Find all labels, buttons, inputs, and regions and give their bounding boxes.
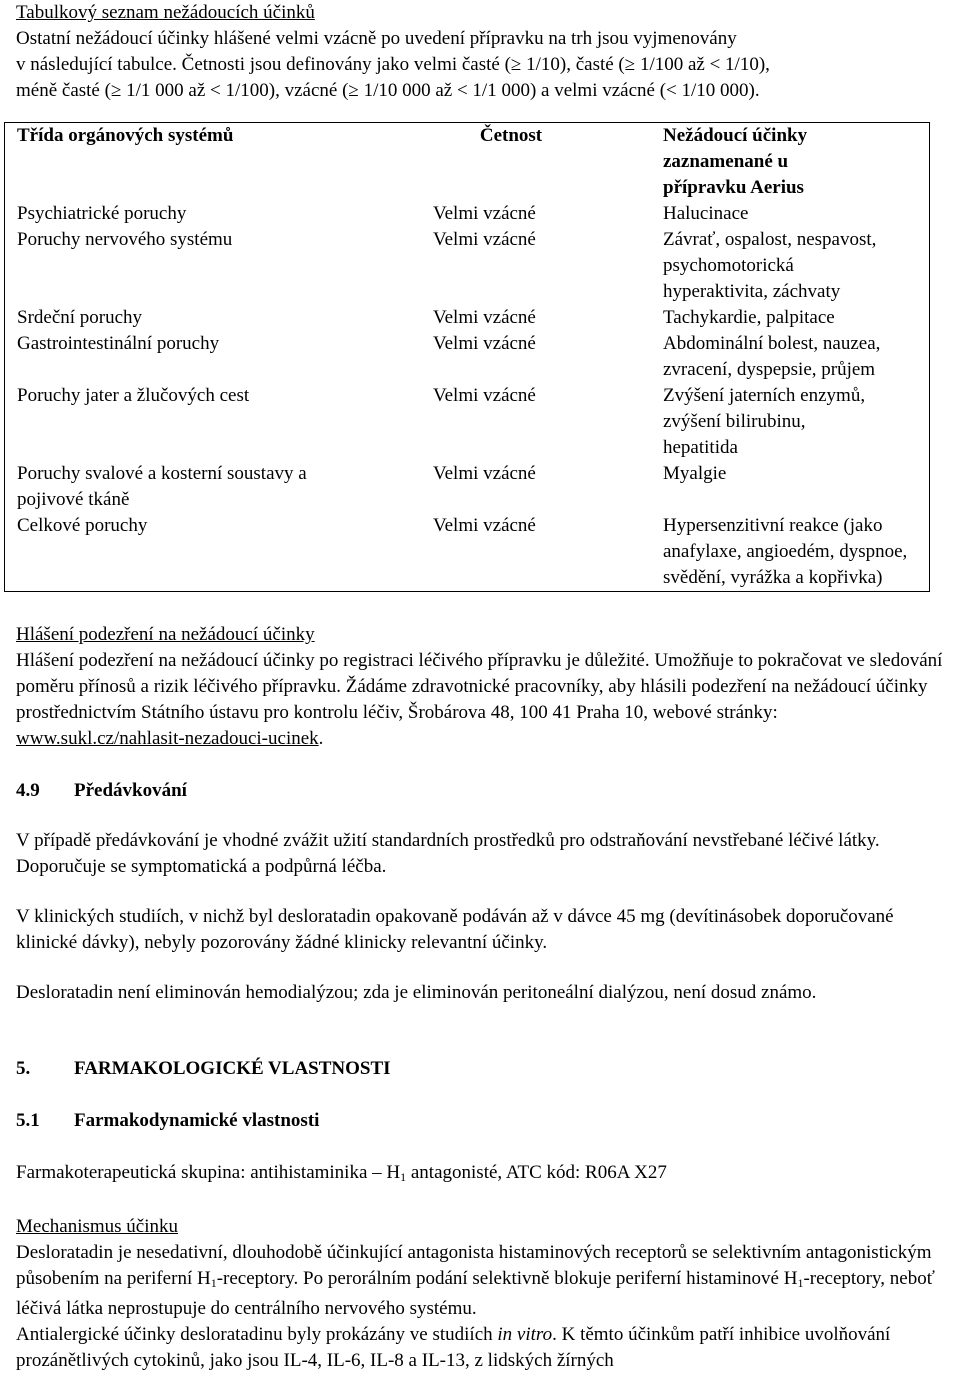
mech-text-c: -receptory, neboť léčivá látka neprostupuje do centrálního nervového systému.	[16, 1268, 935, 1319]
overdose-paragraph-2: V klinických studiích, v nichž byl desloratadin opakovaně podáván až v dávce 45 mg (devítinásobek doporučované klinické dávky), nebyly pozorovány žádné klinicky relevantní účinky.	[16, 906, 894, 953]
table-row	[5, 305, 930, 331]
table-row	[5, 461, 930, 513]
group-prefix: Farmakoterapeutická skupina: antihistaminika – H	[16, 1162, 401, 1183]
table-row	[5, 513, 930, 592]
row-system: Poruchy jater a žlučových cest	[17, 385, 250, 406]
reporting-after-link: .	[318, 728, 324, 749]
row-frequency: Velmi vzácné	[433, 333, 536, 354]
header-system: Třída orgánových systémů	[17, 125, 234, 146]
row-system: Srdeční poruchy	[17, 307, 143, 328]
row-effects: Abdominální bolest, nauzea, zvracení, dyspepsie, průjem	[663, 333, 881, 380]
mech-text-b: -receptory. Po perorálním podání selektivně blokuje periferní histaminové H	[216, 1268, 798, 1289]
row-frequency: Velmi vzácné	[433, 307, 536, 328]
row-system: Psychiatrické poruchy	[17, 203, 187, 224]
table-header-row	[5, 123, 930, 202]
mechanism-heading: Mechanismus účinku	[16, 1216, 179, 1237]
adverse-effects-table	[4, 122, 930, 592]
table-row	[5, 331, 930, 383]
row-effects: Halucinace	[663, 203, 749, 224]
sukl-link[interactable]: www.sukl.cz/nahlasit-nezadouci-ucinek	[16, 728, 319, 749]
row-effects: Hypersenzitivní reakce (jako anafylaxe, angioedém, dyspnoe, svědění, vyrážka a kopřivka)	[663, 515, 908, 588]
row-frequency: Velmi vzácné	[433, 229, 536, 250]
mech2-italic: in vitro	[497, 1324, 553, 1345]
reporting-text: Hlášení podezření na nežádoucí účinky po registraci léčivého přípravku je důležité. Umožňuje to pokračovat ve sledování poměru přínosů a rizik léčivého přípravku. Žádáme zdravotnické pracovníky, aby hlásili podezření na nežádoucí účinky prostřednictvím Státního ústavu pro kontrolu léčiv, Šrobárova 48, 100 41 Praha 10, webové stránky:	[16, 650, 943, 723]
pharmacotherapeutic-group	[16, 1160, 946, 1190]
row-frequency: Velmi vzácné	[433, 385, 536, 406]
group-subscript: 1	[400, 1170, 407, 1184]
reporting-heading: Hlášení podezření na nežádoucí účinky	[16, 624, 315, 645]
section-title: Farmakodynamické vlastnosti	[74, 1110, 320, 1131]
adverse-table-heading: Tabulkový seznam nežádoucích účinků	[16, 2, 315, 23]
table-row	[5, 383, 930, 461]
intro-line-1: Ostatní nežádoucí účinky hlášené velmi vzácně po uvedení přípravku na trh jsou vyjmenovány	[16, 28, 737, 49]
mech-text-a: Desloratadin je nesedativní, dlouhodobě účinkující antagonista histaminových receptorů se selektivním antagonistickým působením na periferní H	[16, 1242, 932, 1289]
mechanism-paragraph-1	[16, 1240, 946, 1322]
row-effects: Závrať, ospalost, nespavost, psychomotorická hyperaktivita, záchvaty	[663, 229, 877, 302]
row-effects: Myalgie	[663, 463, 727, 484]
header-frequency: Četnost	[479, 125, 543, 146]
section-number: 4.9	[16, 780, 40, 801]
row-system: Gastrointestinální poruchy	[17, 333, 220, 354]
table-row	[5, 227, 930, 305]
row-effects: Tachykardie, palpitace	[663, 307, 835, 328]
mech2-text-b: . K těmto účinkům patří inhibice uvolňování prozánětlivých cytokinů, jako jsou IL-4, IL-6, IL-8 a IL-13, z lidských žírných	[16, 1324, 891, 1371]
document-page	[16, 0, 946, 1374]
row-effects: Zvýšení jaterních enzymů, zvýšení bilirubinu, hepatitida	[663, 385, 866, 458]
section-5-heading	[16, 1056, 946, 1082]
section-number: 5.1	[16, 1110, 40, 1131]
mechanism-paragraph-2	[16, 1322, 946, 1374]
row-frequency: Velmi vzácné	[433, 515, 536, 536]
row-system: Celkové poruchy	[17, 515, 148, 536]
row-system: Poruchy nervového systému	[17, 229, 233, 250]
section-title: Předávkování	[74, 780, 187, 801]
header-effects: Nežádoucí účinky zaznamenané u přípravku Aerius	[663, 125, 808, 198]
group-suffix: antagonisté, ATC kód: R06A X27	[406, 1162, 667, 1183]
reporting-paragraph	[16, 648, 946, 752]
row-frequency: Velmi vzácné	[433, 203, 536, 224]
intro-line-2: v následující tabulce. Četnosti jsou definovány jako velmi časté (≥ 1/10), časté (≥ 1/100 až < 1/10),	[16, 54, 770, 75]
mech-subscript-2: 1	[797, 1276, 804, 1290]
section-title: FARMAKOLOGICKÉ VLASTNOSTI	[74, 1058, 391, 1079]
mech2-text-a: Antialergické účinky desloratadinu byly prokázány ve studiích	[16, 1324, 498, 1345]
section-5-1-heading	[16, 1108, 946, 1134]
mech-subscript-1: 1	[210, 1276, 217, 1290]
overdose-paragraph-1: V případě předávkování je vhodné zvážit užití standardních prostředků pro odstraňování nevstřebané léčivé látky. Doporučuje se symptomatická a podpůrná léčba.	[16, 830, 880, 877]
row-frequency: Velmi vzácné	[433, 463, 536, 484]
section-4-9-heading	[16, 778, 946, 804]
table-row	[5, 201, 930, 227]
section-number: 5.	[16, 1058, 31, 1079]
overdose-paragraph-3: Desloratadin není eliminován hemodialýzou; zda je eliminován peritoneální dialýzou, není dosud známo.	[16, 982, 817, 1003]
row-system: Poruchy svalové a kosterní soustavy a pojivové tkáně	[17, 463, 307, 510]
intro-line-3: méně časté (≥ 1/1 000 až < 1/100), vzácné (≥ 1/10 000 až < 1/1 000) a velmi vzácné (< 1/10 000).	[16, 80, 760, 101]
